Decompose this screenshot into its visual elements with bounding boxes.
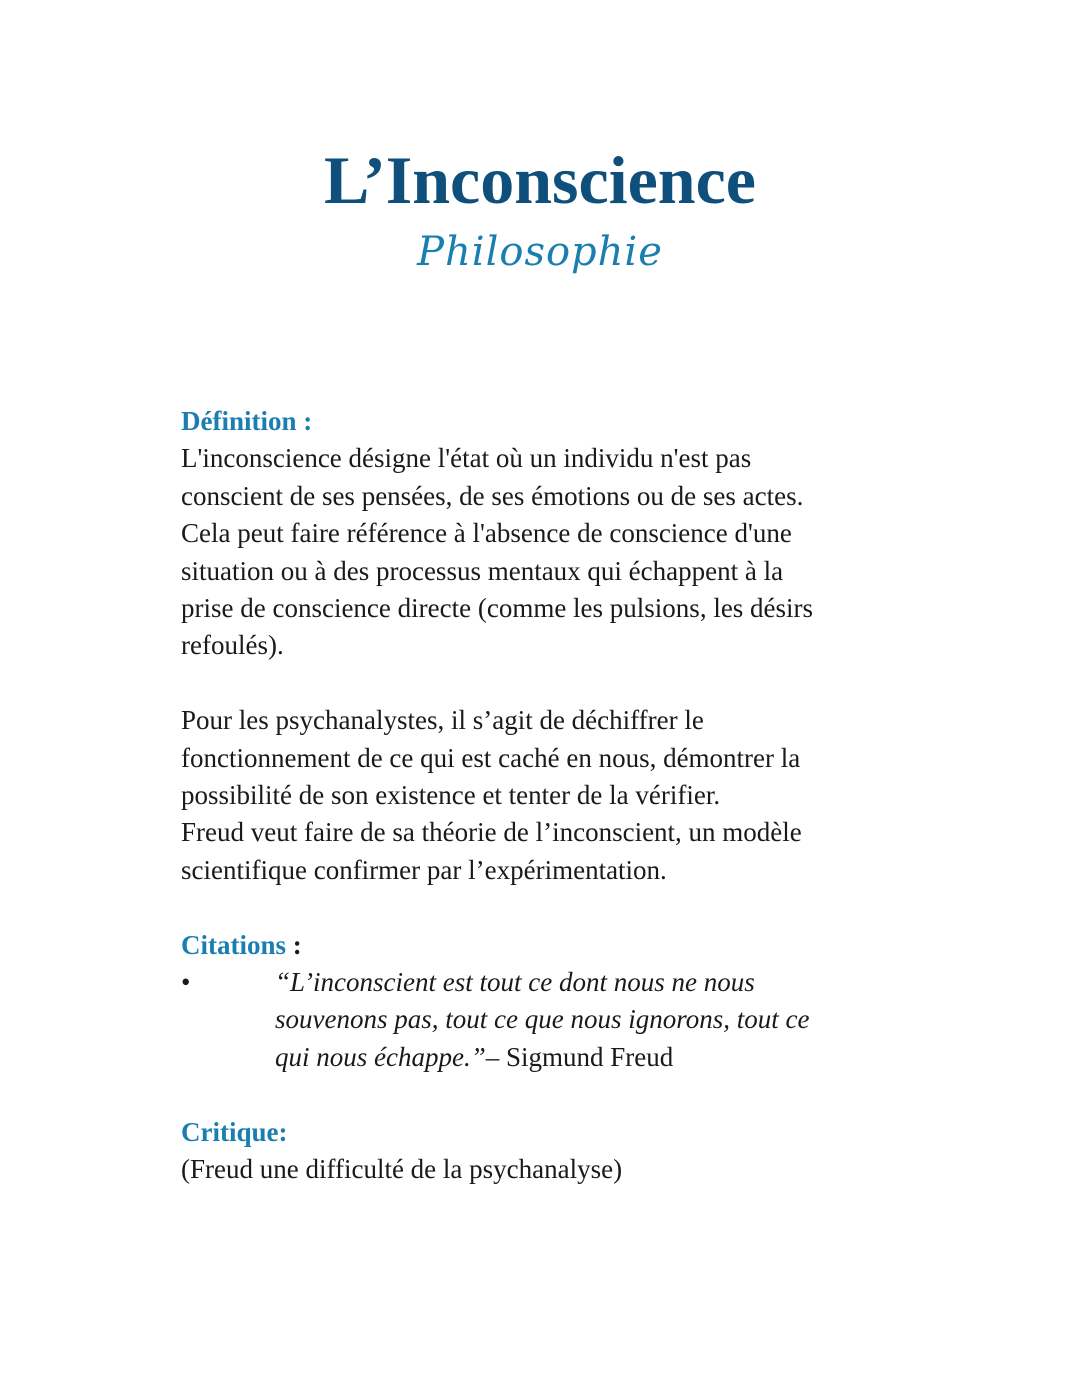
paragraph-spacer: [181, 1076, 921, 1113]
citations-heading-label: Citations: [181, 929, 287, 960]
critique-text: (Freud une difficulté de la psychanalyse): [181, 1154, 623, 1185]
paragraph-spacer: [181, 665, 921, 702]
citations-heading-colon: :: [286, 929, 302, 960]
psychoanalysis-paragraph: Pour les psychanalystes, il s’agit de déchiffrer le fonctionnement de ce qui est caché en nous, démontrer la possibilité de son existence et tenter de la vérifier. Freud veut faire de sa théorie de l’inconscient, un modèle scientifique confirmer par l’expérimentation.: [181, 705, 802, 885]
paragraph-spacer: [181, 889, 921, 926]
critique-heading: Critique:: [181, 1116, 288, 1147]
page-title: L’Inconscience: [324, 142, 756, 218]
citation-attribution: – Sigmund Freud: [485, 1041, 674, 1072]
page-subtitle: Philosophie: [417, 229, 663, 275]
citation-quote: “L’inconscient est tout ce dont nous ne nous souvenons pas, tout ce que nous ignorons, tout ce qui nous échappe.”: [275, 967, 810, 1072]
definition-heading: Définition :: [181, 406, 313, 436]
document-body: [181, 403, 921, 1188]
citations-heading: [181, 927, 921, 964]
citation-list-item: [181, 964, 921, 1076]
bullet-icon: •: [181, 967, 191, 998]
definition-paragraph: L'inconscience désigne l'état où un individu n'est pas conscient de ses pensées, de ses émotions ou de ses actes. Cela peut faire référence à l'absence de conscience d'une situation ou à des processus mentaux qui échappent à la prise de conscience directe (comme les pulsions, les désirs refoulés).: [181, 443, 814, 661]
